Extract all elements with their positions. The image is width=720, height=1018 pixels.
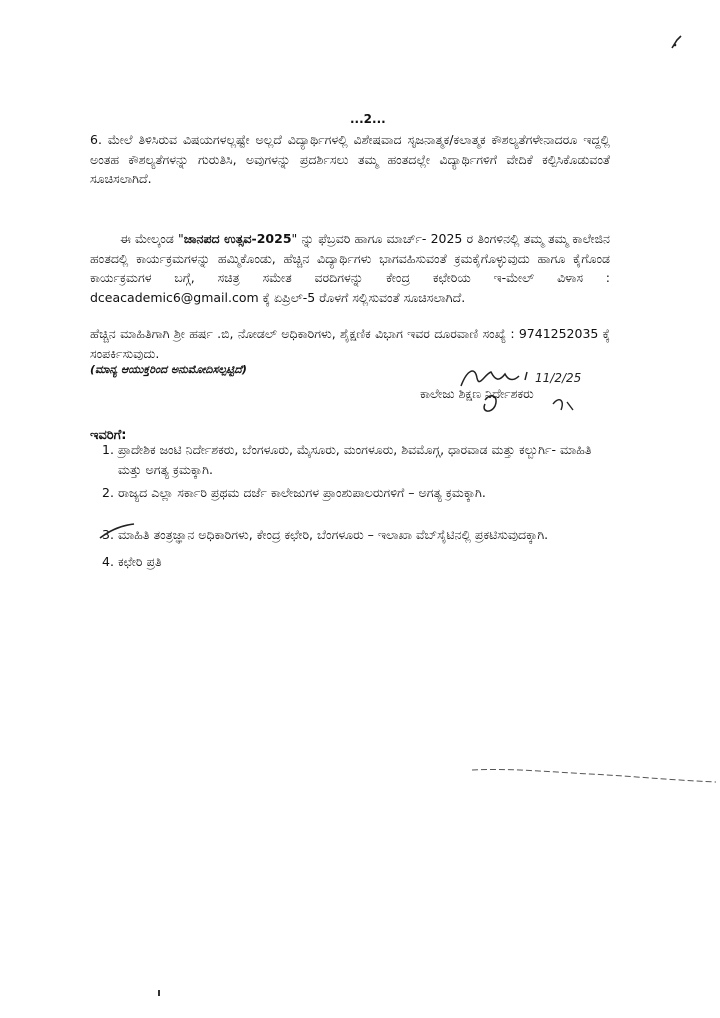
- instruction-text-start: ಈ ಮೇಲ್ಕಂಡ ": [120, 231, 184, 246]
- recipient-item-4: 4. ಕಛೇರಿ ಪ್ರತಿ: [102, 554, 162, 569]
- recipient-item-2: 2. ರಾಜ್ಯದ ಎಲ್ಲಾ ಸರ್ಕಾರಿ ಪ್ರಥಮ ದರ್ಜೆ ಕಾಲೇಜುಗಳ ಪ್ರಾಂಶುಪಾಲರುಗಳಿಗೆ – ಅಗತ್ಯ ಕ್ರಮಕ್ಕಾಗಿ.: [102, 485, 486, 500]
- pen-mark: [668, 32, 688, 52]
- scan-line: [470, 762, 720, 786]
- signatory-designation: ಕಾಲೇಜು ಶಿಕ್ಷಣ ನಿರ್ದೇಶಕರು: [420, 386, 534, 401]
- page-number: ...2...: [350, 112, 386, 126]
- tick-mark: [98, 518, 138, 544]
- recipient-item-1: 1. ಪ್ರಾದೇಶಿಕ ಜಂಟಿ ನಿರ್ದೇಶಕರು, ಬೆಂಗಳೂರು, ಮೈಸೂರು, ಮಂಗಳೂರು, ಶಿವಮೊಗ್ಗ, ಧಾರವಾಡ ಮತ್ತು ಕಲ್ಬುರ್ಗಿ- ಮಾಹಿತಿ ಮತ್ತು ಅಗತ್ಯ ಕ್ರಮಕ್ಕಾಗಿ.: [102, 442, 592, 477]
- recipients-heading: ಇವರಿಗೆ:: [90, 428, 127, 443]
- approval-note: (ಮಾನ್ಯ ಆಯುಕ್ತರಿಂದ ಅನುಮೋದಿಸಲ್ಪಟ್ಟಿದೆ): [90, 363, 247, 376]
- contact-text: ಹೆಚ್ಚಿನ ಮಾಹಿತಿಗಾಗಿ ಶ್ರೀ ಹರ್ಷ .ಬಿ, ನೋಡಲ್ ಅಧಿಕಾರಿಗಳು, ಶೈಕ್ಷಣಿಕ ವಿಭಾಗ ಇವರ ದೂರವಾಣಿ ಸಂಖ್ಯೆ : 9741252035 ಕ್ಕೆ ಸಂಪರ್ಕಿಸುವುದು.: [90, 326, 610, 361]
- festival-name: ಜಾನಪದ ಉತ್ಸವ-2025: [183, 231, 292, 246]
- point-6-number: 6.: [90, 132, 102, 147]
- email-address: dceacademic6@gmail.com: [90, 289, 259, 305]
- signature-date: 11/2/25: [535, 371, 582, 385]
- point-6-paragraph: [90, 130, 610, 189]
- instruction-paragraph: [90, 229, 610, 307]
- instruction-text-middle: " ನ್ನು ಫೆಬ್ರವರಿ ಹಾಗೂ ಮಾರ್ಚ್- 2025 ರ ತಿಂಗಳಿನಲ್ಲಿ ತಮ್ಮ ತಮ್ಮ ಕಾಲೇಜಿನ ಹಂತದಲ್ಲಿ ಕಾರ್ಯಕ್ರಮಗಳನ್ನು ಹಮ್ಮಿಕೊಂಡು, ಹೆಚ್ಚಿನ ವಿದ್ಯಾರ್ಥಿಗಳು ಭಾಗವಹಿಸುವಂತೆ ಕ್ರಮಕೈಗೊಳ್ಳುವುದು ಹಾಗೂ ಕೈಗೊಂಡ ಕಾರ್ಯಕ್ರಮಗಳ ಬಗ್ಗೆ, ಸಚಿತ್ರ ಸಮೇತ ವರದಿಗಳನ್ನು ಕೇಂದ್ರ ಕಛೇರಿಯ ಇ-ಮೇಲ್ ವಿಳಾಸ :: [90, 231, 610, 285]
- scan-speck: [158, 990, 160, 996]
- contact-paragraph: [90, 324, 610, 363]
- instruction-text-end: ಕ್ಕೆ ಏಪ್ರಿಲ್-5 ರೊಳಗೆ ಸಲ್ಲಿಸುವಂತೆ ಸೂಚಿಸಲಾಗಿದೆ.: [258, 289, 466, 305]
- recipient-item-3: 3. ಮಾಹಿತಿ ತಂತ್ರಜ್ಞಾನ ಅಧಿಕಾರಿಗಳು, ಕೇಂದ್ರ ಕಛೇರಿ, ಬೆಂಗಳೂರು – ಇಲಾಖಾ ವೆಬ್‌ಸೈಟಿನಲ್ಲಿ ಪ್ರಕಟಿಸುವುದಕ್ಕಾಗಿ.: [102, 527, 549, 542]
- point-6-text: ಮೇಲೆ ತಿಳಿಸಿರುವ ವಿಷಯಗಳಲ್ಲಷ್ಟೇ ಅಲ್ಲದೆ ವಿದ್ಯಾರ್ಥಿಗಳಲ್ಲಿ ವಿಶೇಷವಾದ ಸೃಜನಾತ್ಮಕ/ಕಲಾತ್ಮಕ ಕೌಶಲ್ಯತೆಗಳೇನಾದರೂ ಇದ್ದಲ್ಲಿ ಅಂತಹ ಕೌಶಲ್ಯತೆಗಳನ್ನು ಗುರುತಿಸಿ, ಅವುಗಳನ್ನು ಪ್ರದರ್ಶಿಸಲು ತಮ್ಮ ಹಂತದಲ್ಲೇ ವಿದ್ಯಾರ್ಥಿಗಳಿಗೆ ವೇದಿಕೆ ಕಲ್ಪಿಸಿಕೊಡುವಂತೆ ಸೂಚಿಸಲಾಗಿದೆ.: [90, 132, 610, 186]
